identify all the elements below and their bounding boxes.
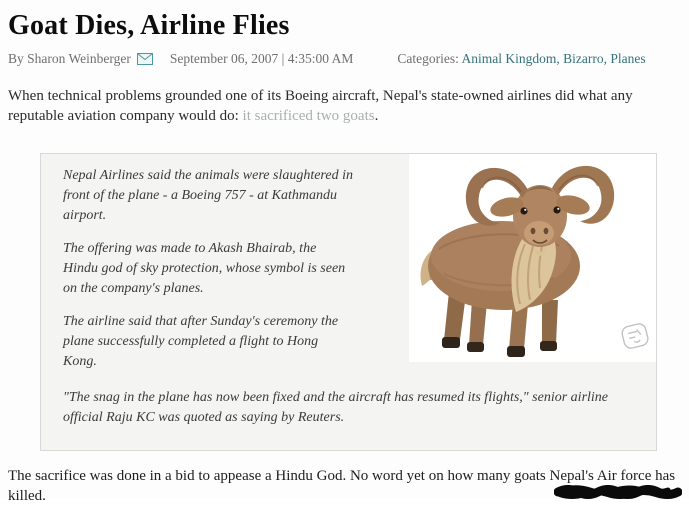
intro-text-after: . — [374, 107, 379, 124]
post-meta — [8, 51, 681, 67]
intro-text-before: When technical problems grounded one of its Boeing aircraft, Nepal's state-owned airlines did what any reputable aviation company would do: — [8, 88, 633, 124]
post-date: September 06, 2007 | 4:35:00 AM — [169, 51, 354, 66]
outro-paragraph — [8, 466, 684, 506]
byline: By Sharon Weinberger — [8, 51, 131, 66]
byline-group — [8, 51, 153, 67]
sacrificed-goats-link[interactable]: it sacrificed two goats — [242, 107, 375, 124]
quote-paragraph: The offering was made to Akash Bhairab, the Hindu god of sky protection, whose symbol is seen on the company's planes. — [63, 240, 346, 296]
redaction-scribble-bar — [554, 485, 682, 500]
category-separator: , — [556, 51, 564, 66]
quote-paragraph: Nepal Airlines said the animals were slaughtered in front of the plane - a Boeing 757 - at Kathmandu airport. — [63, 167, 353, 223]
categories-label: Categories: — [397, 51, 462, 66]
quote-closing-paragraph: "The snag in the plane has now been fixed and the aircraft has resumed its flights," senior airline official Raju KC was quoted as saying by Reuters. — [63, 389, 609, 425]
outro-text: The sacrifice was done in a bid to appease a Hindu God. No word yet on how many goats Nepal's Air force has killed. — [8, 467, 676, 505]
envelope-icon[interactable] — [137, 53, 153, 65]
category-link-bizarro[interactable]: Bizarro — [563, 51, 604, 66]
category-link-animal-kingdom[interactable]: Animal Kingdom — [461, 51, 557, 66]
page-title: Goat Dies, Airline Flies — [8, 10, 290, 41]
quote-box — [40, 153, 657, 451]
quote-paragraph: The airline said that after Sunday's ceremony the plane successfully completed a flight to Hong Kong. — [63, 313, 339, 369]
categories — [397, 51, 645, 67]
intro-paragraph — [8, 87, 684, 127]
category-separator: , — [603, 51, 611, 66]
category-link-planes[interactable]: Planes — [610, 51, 646, 66]
goat-plush-photo — [409, 154, 656, 362]
